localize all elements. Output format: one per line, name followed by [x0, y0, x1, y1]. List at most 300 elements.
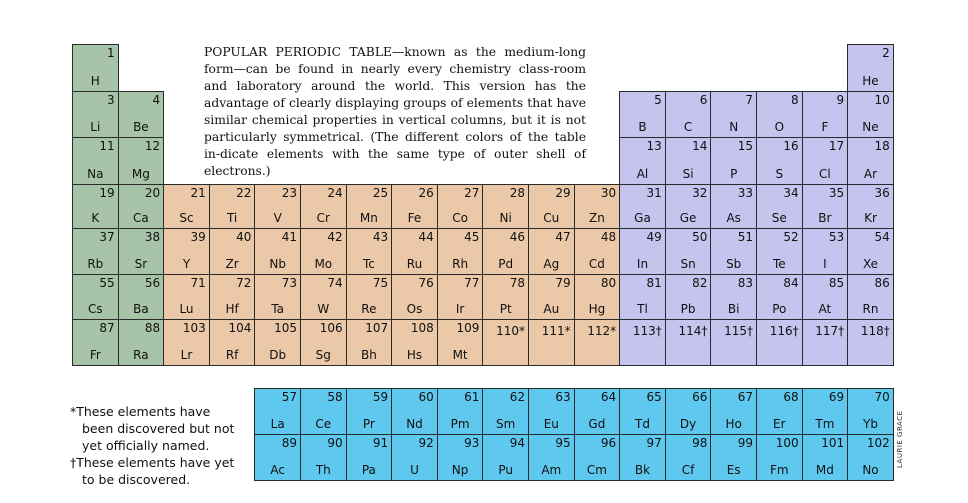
element-cell: [163, 274, 210, 320]
atomic-number: 65: [646, 390, 662, 404]
element-symbol: Bk: [634, 463, 651, 477]
element-symbol: Mg: [131, 167, 150, 181]
element-symbol: Te: [772, 257, 786, 271]
element-cell: [209, 274, 256, 320]
atomic-number: 31: [646, 186, 662, 200]
element-cell: [847, 91, 894, 138]
atomic-number: 52: [783, 230, 799, 244]
element-symbol: B: [638, 120, 647, 134]
element-symbol: Db: [269, 348, 287, 362]
element-cell: [574, 228, 621, 275]
element-cell: [346, 434, 393, 481]
atomic-number: 85: [828, 276, 845, 290]
atomic-number: 72: [236, 276, 252, 290]
element-symbol: Sc: [179, 211, 194, 225]
element-symbol: Er: [773, 417, 786, 431]
element-cell: [710, 184, 757, 229]
element-cell: [72, 274, 119, 320]
element-cell: [847, 228, 894, 275]
element-cell: [665, 319, 712, 366]
element-cell: [300, 274, 347, 320]
atomic-number: 15: [737, 139, 753, 153]
atomic-number: 96: [600, 436, 617, 450]
atomic-number: 93: [464, 436, 480, 450]
atomic-number: 79: [555, 276, 571, 290]
atomic-number: 7: [745, 93, 753, 107]
element-symbol: Po: [772, 302, 787, 316]
element-symbol: Br: [818, 211, 832, 225]
element-cell: [482, 228, 529, 275]
element-symbol: Cr: [316, 211, 330, 225]
element-symbol: V: [273, 211, 282, 225]
element-cell: [665, 228, 712, 275]
atomic-number: 59: [372, 390, 389, 404]
element-cell: [118, 274, 165, 320]
atomic-number: 2: [882, 46, 890, 60]
atomic-number: 36: [874, 186, 890, 200]
element-symbol: P: [730, 167, 738, 181]
atomic-number: 63: [555, 390, 571, 404]
atomic-number: 117†: [815, 324, 845, 338]
element-cell: [346, 319, 393, 366]
atomic-number: 35: [828, 186, 845, 200]
element-symbol: Nb: [269, 257, 286, 271]
element-symbol: Ho: [725, 417, 742, 431]
atomic-number: 71: [190, 276, 206, 290]
element-symbol: Sr: [134, 257, 148, 271]
element-symbol: Fm: [770, 463, 789, 477]
element-symbol: H: [90, 74, 100, 88]
atomic-number: 100: [775, 436, 799, 450]
element-cell: [619, 228, 666, 275]
atomic-number: 17: [828, 139, 845, 153]
element-symbol: K: [91, 211, 100, 225]
atomic-number: 45: [464, 230, 480, 244]
element-symbol: Ne: [862, 120, 879, 134]
element-symbol: Th: [315, 463, 331, 477]
footnote-line: *These elements have: [70, 404, 211, 419]
element-cell: [619, 319, 666, 366]
element-cell: [300, 319, 347, 366]
element-cell: [665, 274, 712, 320]
atomic-number: 116†: [769, 324, 799, 338]
atomic-number: 107: [365, 321, 389, 335]
element-symbol: Zr: [225, 257, 239, 271]
element-cell: [72, 319, 119, 366]
element-cell: [437, 184, 484, 229]
element-symbol: Pr: [362, 417, 375, 431]
atomic-number: 33: [737, 186, 753, 200]
element-symbol: Sb: [726, 257, 742, 271]
atomic-number: 82: [692, 276, 708, 290]
element-cell: [847, 388, 894, 435]
element-symbol: Pb: [680, 302, 696, 316]
element-symbol: Sm: [496, 417, 516, 431]
element-cell: [346, 184, 393, 229]
element-cell: [118, 91, 165, 138]
atomic-number: 86: [874, 276, 890, 290]
atomic-number: 38: [144, 230, 161, 244]
atomic-number: 99: [737, 436, 753, 450]
element-cell: [163, 228, 210, 275]
atomic-number: 106: [319, 321, 343, 335]
atomic-number: 41: [281, 230, 297, 244]
element-cell: [756, 137, 803, 185]
element-symbol: Bh: [360, 348, 377, 362]
atomic-number: 12: [144, 139, 161, 153]
element-symbol: Cu: [543, 211, 560, 225]
element-cell: [802, 228, 849, 275]
element-symbol: Kr: [864, 211, 877, 225]
element-cell: [574, 388, 621, 435]
atomic-number: 103: [182, 321, 206, 335]
element-cell: [254, 319, 301, 366]
element-symbol: Cf: [681, 463, 695, 477]
element-symbol: Cl: [819, 167, 831, 181]
atomic-number: 68: [783, 390, 799, 404]
element-cell: [437, 434, 484, 481]
atomic-number: 43: [372, 230, 389, 244]
element-symbol: U: [410, 463, 419, 477]
element-symbol: Ta: [271, 302, 285, 316]
atomic-number: 118†: [860, 324, 890, 338]
element-cell: [254, 184, 301, 229]
element-cell: [619, 434, 666, 481]
atomic-number: 109: [456, 321, 480, 335]
atomic-number: 19: [99, 186, 115, 200]
element-cell: [254, 434, 301, 481]
atomic-number: 102: [866, 436, 890, 450]
element-cell: [710, 137, 757, 185]
element-cell: [482, 319, 529, 366]
element-symbol: Am: [541, 463, 562, 477]
element-symbol: Y: [182, 257, 191, 271]
element-symbol: Fe: [407, 211, 422, 225]
atomic-number: 69: [828, 390, 845, 404]
element-cell: [802, 137, 849, 185]
element-cell: [528, 184, 575, 229]
element-cell: [437, 388, 484, 435]
atomic-number: 29: [555, 186, 571, 200]
element-cell: [756, 91, 803, 138]
element-cell: [72, 137, 119, 185]
atomic-number: 60: [418, 390, 434, 404]
element-symbol: Si: [682, 167, 694, 181]
element-cell: [847, 274, 894, 320]
element-cell: [802, 91, 849, 138]
element-symbol: Tm: [815, 417, 835, 431]
element-symbol: Re: [361, 302, 377, 316]
element-cell: [72, 44, 119, 92]
element-cell: [619, 91, 666, 138]
element-cell: [482, 434, 529, 481]
atomic-number: 111*: [541, 324, 571, 338]
element-cell: [391, 388, 438, 435]
atomic-number: 110*: [496, 324, 525, 338]
element-symbol: Xe: [862, 257, 879, 271]
atomic-number: 78: [509, 276, 525, 290]
element-symbol: Rf: [225, 348, 239, 362]
element-cell: [619, 184, 666, 229]
atomic-number: 67: [737, 390, 753, 404]
element-symbol: Ru: [406, 257, 423, 271]
element-symbol: Dy: [679, 417, 697, 431]
element-cell: [847, 319, 894, 366]
element-cell: [482, 388, 529, 435]
atomic-number: 40: [236, 230, 252, 244]
element-cell: [391, 228, 438, 275]
element-symbol: Es: [726, 463, 741, 477]
element-cell: [756, 184, 803, 229]
element-cell: [574, 319, 621, 366]
element-cell: [619, 137, 666, 185]
element-symbol: Cm: [586, 463, 607, 477]
element-symbol: Bi: [727, 302, 740, 316]
element-symbol: La: [270, 417, 285, 431]
atomic-number: 92: [418, 436, 434, 450]
element-cell: [209, 184, 256, 229]
element-symbol: Co: [452, 211, 468, 225]
element-symbol: Pm: [450, 417, 470, 431]
element-cell: [574, 434, 621, 481]
element-symbol: Fr: [89, 348, 101, 362]
element-symbol: Sn: [680, 257, 696, 271]
element-cell: [802, 434, 849, 481]
atomic-number: 113†: [632, 324, 662, 338]
atomic-number: 87: [99, 321, 115, 335]
atomic-number: 114†: [678, 324, 708, 338]
atomic-number: 76: [418, 276, 434, 290]
element-symbol: Rb: [87, 257, 104, 271]
element-symbol: Be: [133, 120, 149, 134]
element-symbol: Cs: [87, 302, 103, 316]
atomic-number: 84: [783, 276, 799, 290]
element-cell: [209, 228, 256, 275]
element-symbol: Np: [451, 463, 469, 477]
atomic-number: 9: [836, 93, 845, 107]
footnotes: [70, 403, 260, 488]
atomic-number: 55: [99, 276, 115, 290]
atomic-number: 46: [509, 230, 525, 244]
element-cell: [528, 434, 575, 481]
element-cell: [665, 434, 712, 481]
atomic-number: 51: [737, 230, 753, 244]
illustrator-credit: LAURIE GRACE: [896, 410, 904, 468]
element-symbol: Pd: [498, 257, 514, 271]
element-cell: [528, 274, 575, 320]
atomic-number: 30: [600, 186, 617, 200]
element-symbol: N: [729, 120, 739, 134]
element-cell: [391, 184, 438, 229]
atomic-number: 8: [790, 93, 799, 107]
element-cell: [847, 184, 894, 229]
element-cell: [391, 319, 438, 366]
element-cell: [756, 388, 803, 435]
element-cell: [710, 91, 757, 138]
element-cell: [574, 184, 621, 229]
element-cell: [847, 434, 894, 481]
element-symbol: Sg: [315, 348, 331, 362]
atomic-number: 24: [327, 186, 343, 200]
element-symbol: Al: [636, 167, 649, 181]
element-cell: [254, 228, 301, 275]
element-cell: [710, 388, 757, 435]
element-cell: [528, 388, 575, 435]
element-cell: [300, 434, 347, 481]
element-cell: [574, 274, 621, 320]
atomic-number: 37: [99, 230, 115, 244]
atomic-number: 97: [646, 436, 662, 450]
element-cell: [710, 274, 757, 320]
element-cell: [665, 184, 712, 229]
element-cell: [163, 319, 210, 366]
footnote-line: yet officially named.: [82, 438, 210, 453]
element-cell: [482, 184, 529, 229]
atomic-number: 20: [144, 186, 161, 200]
atomic-number: 42: [327, 230, 343, 244]
element-symbol: Ag: [543, 257, 560, 271]
element-symbol: Ga: [634, 211, 651, 225]
atomic-number: 115†: [724, 324, 753, 338]
atomic-number: 105: [274, 321, 297, 335]
element-symbol: O: [774, 120, 785, 134]
element-symbol: Rh: [452, 257, 469, 271]
atomic-number: 112*: [587, 324, 617, 338]
element-symbol: Rn: [862, 302, 879, 316]
element-cell: [118, 184, 165, 229]
atomic-number: 44: [418, 230, 434, 244]
atomic-number: 77: [464, 276, 480, 290]
atomic-number: 28: [509, 186, 525, 200]
element-cell: [619, 274, 666, 320]
element-symbol: Ac: [270, 463, 285, 477]
element-symbol: As: [726, 211, 741, 225]
element-symbol: Hf: [225, 302, 239, 316]
atomic-number: 108: [410, 321, 434, 335]
element-cell: [710, 434, 757, 481]
element-cell: [528, 319, 575, 366]
element-cell: [802, 388, 849, 435]
atomic-number: 91: [372, 436, 389, 450]
element-symbol: I: [823, 257, 827, 271]
element-cell: [847, 44, 894, 92]
element-symbol: Se: [771, 211, 787, 225]
element-symbol: S: [775, 167, 784, 181]
atomic-number: 26: [418, 186, 434, 200]
element-symbol: In: [636, 257, 649, 271]
atomic-number: 23: [281, 186, 297, 200]
element-cell: [756, 434, 803, 481]
intro-paragraph: POPULAR PERIODIC TABLE—known as the medium-long form—can be found in nearly every chemistry class-room and laboratory around the world. This version has the advantage of clearly displaying groups of elements that have similar chemical properties in vertical columns, but it is not particularly symmetrical. (The different colors of the table in-dicate elements with the same type of outer shell of electrons.): [204, 45, 586, 178]
element-symbol: Ni: [499, 211, 512, 225]
element-symbol: Ir: [455, 302, 465, 316]
atomic-number: 49: [646, 230, 662, 244]
element-cell: [163, 184, 210, 229]
atomic-number: 50: [692, 230, 708, 244]
element-cell: [118, 319, 165, 366]
element-symbol: At: [818, 302, 832, 316]
atomic-number: 56: [144, 276, 161, 290]
atomic-number: 80: [600, 276, 617, 290]
element-cell: [118, 228, 165, 275]
element-symbol: Ca: [133, 211, 149, 225]
element-cell: [756, 319, 803, 366]
atomic-number: 58: [327, 390, 343, 404]
element-symbol: Au: [543, 302, 560, 316]
element-symbol: No: [862, 463, 879, 477]
element-symbol: Yb: [863, 417, 878, 431]
atomic-number: 5: [654, 93, 662, 107]
atomic-number: 47: [555, 230, 571, 244]
element-cell: [437, 228, 484, 275]
element-symbol: Tl: [637, 302, 648, 316]
element-symbol: Mn: [359, 211, 378, 225]
element-cell: [847, 137, 894, 185]
atomic-number: 75: [372, 276, 389, 290]
element-cell: [300, 184, 347, 229]
element-symbol: Ar: [863, 167, 878, 181]
element-symbol: Pt: [499, 302, 512, 316]
element-symbol: F: [821, 120, 829, 134]
atomic-number: 89: [281, 436, 297, 450]
element-symbol: C: [683, 120, 693, 134]
element-cell: [802, 184, 849, 229]
element-cell: [756, 228, 803, 275]
atomic-number: 94: [509, 436, 525, 450]
element-cell: [437, 319, 484, 366]
atomic-number: 1: [106, 46, 115, 60]
atomic-number: 83: [737, 276, 753, 290]
element-symbol: Zn: [588, 211, 605, 225]
element-symbol: Ti: [226, 211, 238, 225]
element-cell: [710, 319, 757, 366]
atomic-number: 57: [281, 390, 297, 404]
element-cell: [528, 228, 575, 275]
element-cell: [756, 274, 803, 320]
element-symbol: Gd: [588, 417, 606, 431]
atomic-number: 18: [874, 139, 890, 153]
element-symbol: Nd: [406, 417, 423, 431]
element-symbol: Ce: [315, 417, 332, 431]
atomic-number: 95: [555, 436, 571, 450]
element-cell: [802, 274, 849, 320]
element-cell: [300, 228, 347, 275]
element-symbol: Hs: [406, 348, 423, 362]
atomic-number: 73: [281, 276, 297, 290]
atomic-number: 98: [692, 436, 708, 450]
element-cell: [72, 184, 119, 229]
atomic-number: 53: [828, 230, 845, 244]
element-symbol: Hg: [588, 302, 606, 316]
element-symbol: Md: [815, 463, 834, 477]
element-symbol: He: [862, 74, 879, 88]
atomic-number: 104: [228, 321, 252, 335]
element-symbol: Ge: [679, 211, 697, 225]
element-symbol: Pu: [498, 463, 513, 477]
element-symbol: Na: [87, 167, 104, 181]
element-symbol: Lr: [180, 348, 193, 362]
atomic-number: 32: [692, 186, 708, 200]
footnote-line: to be discovered.: [82, 472, 191, 487]
element-symbol: Tc: [362, 257, 375, 271]
element-cell: [665, 388, 712, 435]
element-symbol: Pa: [361, 463, 376, 477]
element-symbol: Li: [90, 120, 101, 134]
atomic-number: 64: [600, 390, 617, 404]
element-cell: [254, 388, 301, 435]
atomic-number: 14: [692, 139, 708, 153]
atomic-number: 39: [190, 230, 206, 244]
